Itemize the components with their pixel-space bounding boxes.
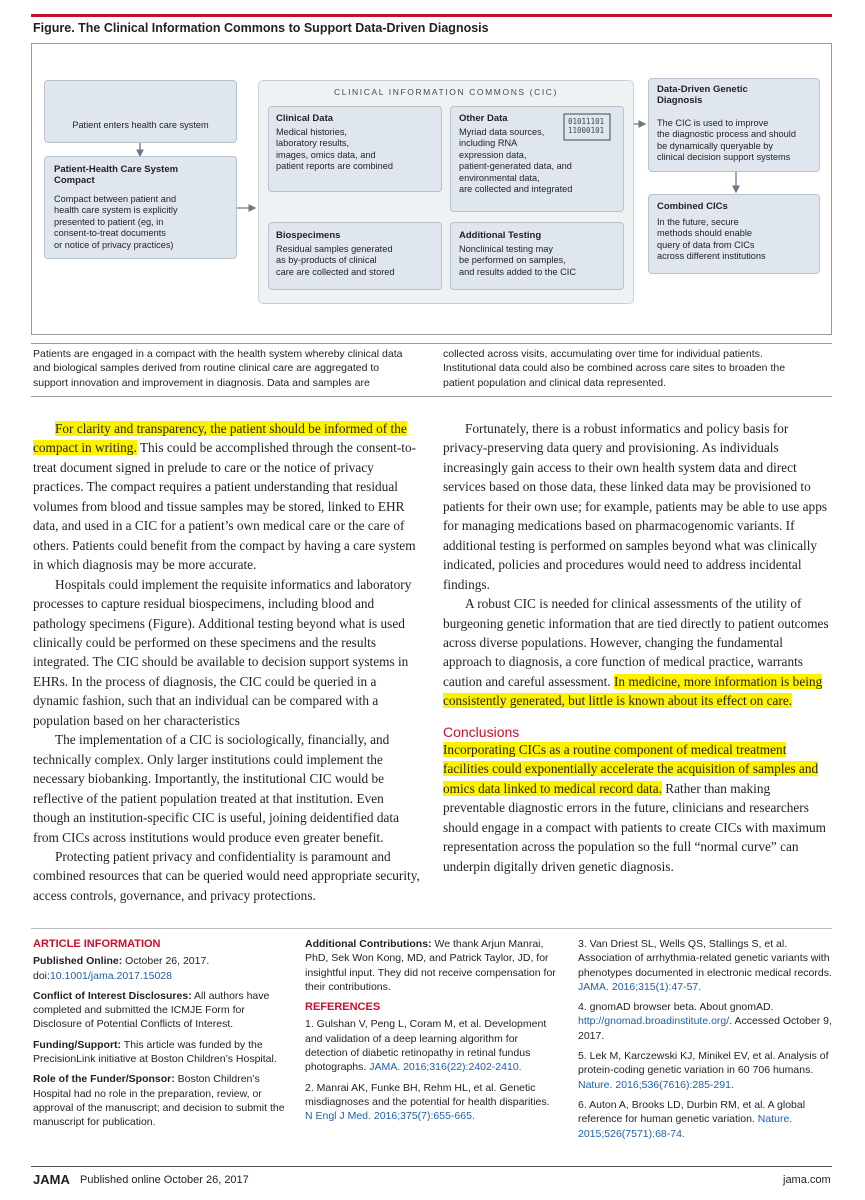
url-link[interactable]: http://gnomad.broadinstitute.org/ <box>578 1015 730 1028</box>
patient-enters-label: Patient enters health care system <box>72 120 209 130</box>
caption-bottom-rule <box>31 396 832 397</box>
other-data-title: Other Data <box>459 113 508 124</box>
additional-testing-title: Additional Testing <box>459 230 542 241</box>
biospecimens-title: Biospecimens <box>276 230 341 241</box>
highlight: In medicine, more information is being consistently generated, but little is known about its effect on care. <box>443 673 823 709</box>
journal-link[interactable]: JAMA <box>369 1061 398 1074</box>
article-info-column <box>33 937 285 1136</box>
caption-right: collected across visits, accumulating over time for individual patients. Institutional data could also be combined across care sites to broaden the patient population and clinical data represented. <box>443 348 786 389</box>
additional-testing-text: Nonclinical testing may be performed on samples, and results added to the CIC <box>459 244 576 277</box>
references-column-1 <box>305 937 560 1130</box>
cic-title: CLINICAL INFORMATION COMMONS (CIC) <box>334 87 558 97</box>
journal-link[interactable]: Nature <box>578 1078 610 1091</box>
published-online: Published Online: October 26, 2017. doi:10.1001/jama.2017.15028 <box>33 955 210 982</box>
body-right-column <box>443 419 833 876</box>
binary-line-2: 11000101 <box>568 126 605 135</box>
highlight: For clarity and transparency, the patient should be informed of the compact in writing. <box>33 421 407 456</box>
reference-5: 5. Lek M, Karczewski KJ, Minikel EV, et al. Analysis of protein-coding genetic variation in 60 706 humans. Nature. 2016;536(7616):285-291. <box>578 1050 829 1091</box>
article-info-heading: ARTICLE INFORMATION <box>33 938 161 950</box>
reference-1: 1. Gulshan V, Peng L, Coram M, et al. Development and validation of a deep learning algorithm for detection of diabetic retinopathy in retinal fundus photographs. JAMA. 2016;316(22):2402-2410. <box>305 1018 547 1074</box>
paragraph: Incorporating CICs as a routine component of medical treatment facilities could exponentially accelerate the acquisition of samples and omics data linked to medical record data. Rather than making preventable diagnostic errors in the future, clinicians and researchers should engage in a compact with patients to create CICs with maximum representation across the population so the full “normal curve” can underpin digitally driven genetic diagnosis. <box>443 741 826 874</box>
clinical-data-text: Medical histories, laboratory results, images, omics data, and patient reports are combined <box>276 127 393 172</box>
footer-date: Published online October 26, 2017 <box>80 1174 249 1186</box>
funder-role: Role of the Funder/Sponsor: Boston Children’s Hospital had no role in the preparation, review, or approval of the manuscript; and decision to submit the manuscript for publication. <box>33 1073 285 1129</box>
conflict-disclosures: Conflict of Interest Disclosures: All authors have completed and submitted the ICMJE Form for Disclosure of Potential Conflicts of Interest. <box>33 989 270 1031</box>
data-driven-diagnosis-title: Data-Driven Genetic Diagnosis <box>657 84 748 106</box>
reference-6: 6. Auton A, Brooks LD, Durbin RM, et al. A global reference for human genetic variation. Nature. 2015;526(7571):68-74. <box>578 1098 806 1140</box>
compact-title: Patient-Health Care System Compact <box>54 164 179 186</box>
reference-2: 2. Manrai AK, Funke BH, Rehm HL, et al. Genetic misdiagnoses and the potential for health disparities. N Engl J Med. 2016;375(7):655-665. <box>305 1081 550 1123</box>
journal-link[interactable]: JAMA <box>578 980 607 993</box>
compact-text: Compact between patient and health care system is explicitly presented to patient (eg, in consent-to-treat documents or notice of privacy practices) <box>54 194 178 250</box>
journal-link[interactable]: N Engl J Med <box>305 1110 369 1123</box>
funding-support: Funding/Support: This article was funded by the PrecisionLink initiative at Boston Children’s Hospital. <box>33 1038 277 1066</box>
data-driven-diagnosis-text: The CIC is used to improve the diagnostic process and should be dynamically queryable by clinical decision support systems <box>657 118 796 163</box>
caption-top-rule <box>31 343 832 344</box>
references-column-2 <box>578 937 833 1147</box>
caption-left: Patients are engaged in a compact with the health system whereby clinical data and biological samples derived from routine clinical care are aggregated to support innovation and improvement in diagnosis. Data and samples are <box>33 348 403 389</box>
figure-title: Figure. The Clinical Information Commons to Support Data-Driven Diagnosis <box>33 21 489 35</box>
reference-3: 3. Van Driest SL, Wells QS, Stallings S, et al. Association of arrhythmia-related genetic variants with phenotypes documented in electronic medical records. JAMA. 2016;315(1):47-57. <box>578 938 832 993</box>
other-data-text: Myriad data sources, including RNA expression data, patient-generated data, and environmental data, are collected and integrated <box>459 127 573 195</box>
reference-4: 4. gnomAD browser beta. About gnomAD. http://gnomad.broadinstitute.org/. Accessed October 9, 2017. <box>578 1001 832 1042</box>
body-left-column <box>33 419 423 905</box>
footer-rule <box>31 1166 832 1167</box>
doi-link[interactable]: 10.1001/jama.2017.15028 <box>49 969 172 982</box>
paragraph: For clarity and transparency, the patient should be informed of the compact in writing. This could be accomplished through the consent-to-treat document signed in prelude to care or the notice of privacy practices. The compact requires a patient understanding that residual volumes from blood and tissue samples may be stored, linked to EHR data, and used in a CIC for a patient’s own medical care or the care of others. Patients could benefit from the compact by having a care system in which diagnosis may be more accurate. <box>33 421 417 573</box>
combined-cics-text: In the future, secure methods should enable query of data from CICs across different institutions <box>657 217 766 262</box>
highlight: Incorporating CICs as a routine component of medical treatment facilities could exponentially accelerate the acquisition of samples and omics data linked to medical record data. <box>443 741 819 796</box>
conclusions-heading: Conclusions <box>443 723 520 740</box>
paragraph: Protecting patient privacy and confidentiality is paramount and combined resources that can be queried would need appropriate security, access controls, governance, and privacy protections. <box>33 848 420 903</box>
journal-link[interactable]: Nature <box>757 1113 790 1126</box>
paragraph: Hospitals could implement the requisite informatics and laboratory processes to capture residual biospecimens, including blood and pathology specimens (Figure). Additional testing beyond what is used clinically could be performed on these specimens and the results integrated. The CIC should be available to decision support systems in EHRs. In the process of diagnosis, the CIC could be queried in a dynamic fashion, such that an individual can be compared with a population based on her characteristics <box>33 576 412 728</box>
references-heading: REFERENCES <box>305 1001 381 1014</box>
section-rule <box>31 928 832 929</box>
binary-line-1: 01011101 <box>568 117 605 126</box>
paragraph: Fortunately, there is a robust informatics and policy basis for privacy-preserving data query and provisioning. As individuals increasingly gain access to their own health system data and direct services based on those data, these linked data may be provisioned to patients for their own use; for example, patients may be able to use apps for managing medications based on pharmacogenomic variants. If additional testing is performed on samples beyond what was clinically indicated, policies and procedures would need to address incidental findings. <box>443 421 828 592</box>
paragraph: A robust CIC is needed for clinical assessments of the utility of burgeoning genetic information that are tied directly to patient outcomes across diverse populations. However, changing the fundamental approach to diagnosis, a core function of medical practice, warrants caution and careful assessment. In medicine, more information is being consistently generated, but little is known about its effect on care. <box>443 596 829 709</box>
paragraph: The implementation of a CIC is sociologically, financially, and technically complex. Only larger institutions could implement the necessary biobanking. Importantly, the institutional CIC would be reflective of the patient population treated at that institution. Even though an institution-specific CIC is useful, joining deidentified data from CICs across institutions would produce even greater benefit. <box>33 732 399 845</box>
clinical-data-title: Clinical Data <box>276 113 334 124</box>
additional-contributions: Additional Contributions: We thank Arjun Manrai, PhD, Sek Won Kong, MD, and Patrick Taylor, JD, for insightful input. They did not receive compensation for their contributions. <box>305 938 556 993</box>
footer-journal: JAMA <box>33 1172 70 1187</box>
binary-screen-frame <box>563 113 611 141</box>
footer-site[interactable]: jama.com <box>783 1174 831 1186</box>
combined-cics-title: Combined CICs <box>657 201 728 212</box>
patient-enters-box <box>44 80 237 143</box>
biospecimens-text: Residual samples generated as by-products of clinical care are collected and stored <box>276 244 395 277</box>
